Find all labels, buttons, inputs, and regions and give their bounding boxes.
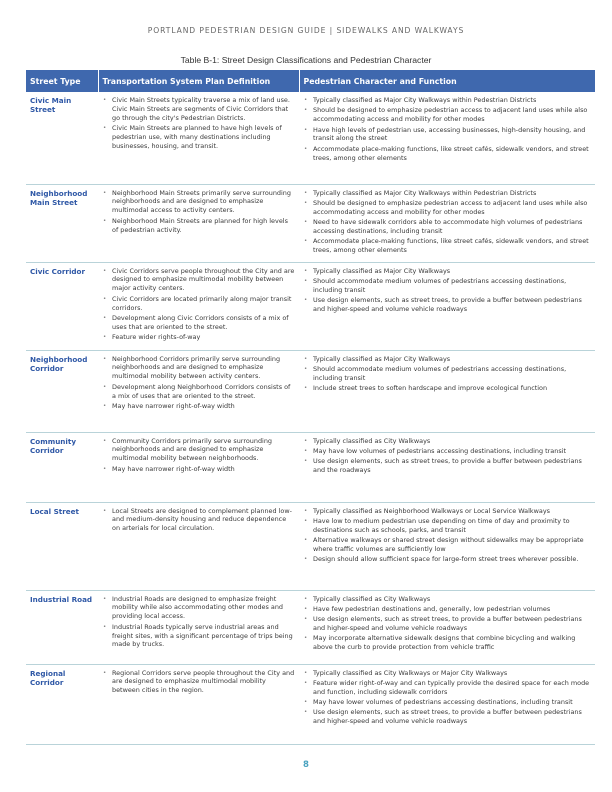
street-type-cell: Local Street	[26, 502, 98, 590]
character-cell	[299, 432, 595, 502]
bullet-item: • Community Corridors primarily serve surrounding neighborhoods and are designed to emphasize multimodal mobility between neighborhoods.	[112, 437, 295, 464]
bullet-item: • Should accommodate medium volumes of pedestrians accessing destinations, including transit	[313, 365, 591, 383]
character-list	[303, 96, 591, 163]
running-header: PORTLAND PEDESTRIAN DESIGN GUIDE | SIDEWALKS AND WALKWAYS	[147, 26, 465, 35]
table-row	[26, 664, 595, 744]
bullet-item: • Have few pedestrian destinations and, generally, low pedestrian volumes	[313, 605, 591, 614]
character-cell	[299, 92, 595, 184]
character-cell	[299, 262, 595, 350]
street-type-cell: Industrial Road	[26, 590, 98, 664]
bullet-item: • Use design elements, such as street trees, to provide a buffer between pedestrians and the roadways	[313, 457, 591, 475]
definition-cell	[98, 432, 299, 502]
table-row	[26, 184, 595, 262]
bullet-item: • May have narrower right-of-way width	[112, 402, 295, 411]
bullet-item: • Typically classified as Neighborhood Walkways or Local Service Walkways	[313, 507, 591, 516]
character-list	[303, 355, 591, 393]
bullet-item: • Feature wider rights-of-way	[112, 333, 295, 342]
character-cell	[299, 664, 595, 744]
character-cell	[299, 184, 595, 262]
street-type-cell: Civic Main Street	[26, 92, 98, 184]
bullet-item: • Need to have sidewalk corridors able to accommodate high volumes of pedestrians accessing destinations, including transit	[313, 218, 591, 236]
bullet-item: • Development along Neighborhood Corridors consists of a mix of uses that are oriented to the street.	[112, 383, 295, 401]
column-header-definition: Transportation System Plan Definition	[98, 70, 299, 92]
bullet-item: • Typically classified as City Walkways	[313, 595, 591, 604]
bullet-item: • Typically classified as Major City Walkways within Pedestrian Districts	[313, 96, 591, 105]
bullet-item: • Civic Main Streets are planned to have high levels of pedestrian use, with many destinations including businesses, housing, and transit.	[112, 124, 295, 151]
definition-list	[102, 595, 295, 650]
definition-list	[102, 669, 295, 696]
character-list	[303, 437, 591, 475]
bullet-item: • Include street trees to soften hardscape and improve ecological function	[313, 384, 591, 393]
bullet-item: • Have low to medium pedestrian use depending on time of day and proximity to destinations such as schools, parks, and transit	[313, 517, 591, 535]
bullet-item: • Have high levels of pedestrian use, accessing businesses, high-density housing, and transit along the street	[313, 126, 591, 144]
street-classification-table	[26, 70, 595, 745]
bullet-item: • Typically classified as City Walkways or Major City Walkways	[313, 669, 591, 678]
bullet-item: • Civic Main Streets typicality traverse a mix of land use. Civic Main Streets are segments of Civic Corridors that go through the city's Pedestrian Districts.	[112, 96, 295, 123]
table-row	[26, 92, 595, 184]
table-caption: Table B-1: Street Design Classifications and Pedestrian Character	[180, 55, 432, 65]
character-list	[303, 669, 591, 727]
column-header-street-type: Street Type	[26, 70, 98, 92]
bullet-item: • Development along Civic Corridors consists of a mix of uses that are oriented to the street.	[112, 314, 295, 332]
bullet-item: • Should be designed to emphasize pedestrian access to adjacent land uses while also accommodating access and mobility for other modes	[313, 106, 591, 124]
table-row	[26, 502, 595, 590]
definition-cell	[98, 350, 299, 432]
bullet-item: • Design should allow sufficient space for large-form street trees wherever possible.	[313, 555, 591, 564]
bullet-item: • Local Streets are designed to complement planned low- and medium-density housing and reduce dependence on arterials for local circulation.	[112, 507, 295, 534]
definition-list	[102, 437, 295, 474]
bullet-item: • Accommodate place-making functions, like street cafés, sidewalk vendors, and street trees, among other elements	[313, 237, 591, 255]
table-header-row	[26, 70, 595, 92]
column-header-character: Pedestrian Character and Function	[299, 70, 595, 92]
bullet-item: • Regional Corridors serve people throughout the City and are designed to emphasize multimodal mobility between cities in the region.	[112, 669, 295, 696]
definition-cell	[98, 92, 299, 184]
definition-cell	[98, 502, 299, 590]
definition-list	[102, 189, 295, 235]
bullet-item: • May have narrower right-of-way width	[112, 465, 295, 474]
character-cell	[299, 502, 595, 590]
bullet-item: • Should be designed to emphasize pedestrian access to adjacent land uses while also accommodating access and mobility for other modes	[313, 199, 591, 217]
street-type-cell: Community Corridor	[26, 432, 98, 502]
bullet-item: • Neighborhood Main Streets primarily serve surrounding neighborhoods and are designed to emphasize multimodal access to activity centers.	[112, 189, 295, 216]
definition-list	[102, 355, 295, 411]
bullet-item: • Neighborhood Corridors primarily serve surrounding neighborhoods and are designed to emphasize multimodal mobility between activity centers.	[112, 355, 295, 382]
bullet-item: • Civic Corridors serve people throughout the City and are designed to emphasize multimodal mobility between major activity centers.	[112, 267, 295, 294]
street-type-cell: Civic Corridor	[26, 262, 98, 350]
definition-list	[102, 267, 295, 342]
bullet-item: • Neighborhood Main Streets are planned for high levels of pedestrian activity.	[112, 217, 295, 235]
street-type-cell: Neighborhood Corridor	[26, 350, 98, 432]
character-list	[303, 595, 591, 653]
bullet-item: • Accommodate place-making functions, like street cafés, sidewalk vendors, and street trees, among other elements	[313, 145, 591, 163]
definition-cell	[98, 664, 299, 744]
bullet-item: • Use design elements, such as street trees, to provide a buffer between pedestrians and higher-speed and volume vehicle roadways	[313, 708, 591, 726]
table-row	[26, 350, 595, 432]
bullet-item: • Use design elements, such as street trees, to provide a buffer between pedestrians and higher-speed and volume vehicle roadways	[313, 615, 591, 633]
bullet-item: • Alternative walkways or shared street design without sidewalks may be appropriate where traffic volumes are sufficiently low	[313, 536, 591, 554]
definition-cell	[98, 184, 299, 262]
table-row	[26, 590, 595, 664]
character-cell	[299, 590, 595, 664]
character-list	[303, 189, 591, 256]
bullet-item: • Industrial Roads typically serve industrial areas and freight sites, with a significant percentage of trips being made by trucks.	[112, 623, 295, 650]
bullet-item: • Typically classified as Major City Walkways	[313, 355, 591, 364]
bullet-item: • May have lower volumes of pedestrians accessing destinations, including transit	[313, 698, 591, 707]
bullet-item: • May incorporate alternative sidewalk designs that combine bicycling and walking above the curb to provide protection from vehicle traffic	[313, 634, 591, 652]
bullet-item: • Typically classified as Major City Walkways	[313, 267, 591, 276]
table-row	[26, 432, 595, 502]
bullet-item: • May have low volumes of pedestrians accessing destinations, including transit	[313, 447, 591, 456]
character-cell	[299, 350, 595, 432]
definition-cell	[98, 262, 299, 350]
bullet-item: • Civic Corridors are located primarily along major transit corridors.	[112, 295, 295, 313]
table-row	[26, 262, 595, 350]
bullet-item: • Should accommodate medium volumes of pedestrians accessing destinations, including transit	[313, 277, 591, 295]
street-type-cell: Neighborhood Main Street	[26, 184, 98, 262]
bullet-item: • Use design elements, such as street trees, to provide a buffer between pedestrians and higher-speed and volume vehicle roadways	[313, 296, 591, 314]
street-type-cell: Regional Corridor	[26, 664, 98, 744]
page-number: 8	[303, 760, 309, 770]
character-list	[303, 507, 591, 565]
bullet-item: • Typically classified as City Walkways	[313, 437, 591, 446]
character-list	[303, 267, 591, 314]
definition-list	[102, 96, 295, 151]
definition-cell	[98, 590, 299, 664]
bullet-item: • Feature wider right-of-way and can typically provide the desired space for each mode and function, including sidewalk corridors	[313, 679, 591, 697]
definition-list	[102, 507, 295, 534]
bullet-item: • Typically classified as Major City Walkways within Pedestrian Districts	[313, 189, 591, 198]
bullet-item: • Industrial Roads are designed to emphasize freight mobility while also accommodating other modes and providing local access.	[112, 595, 295, 622]
